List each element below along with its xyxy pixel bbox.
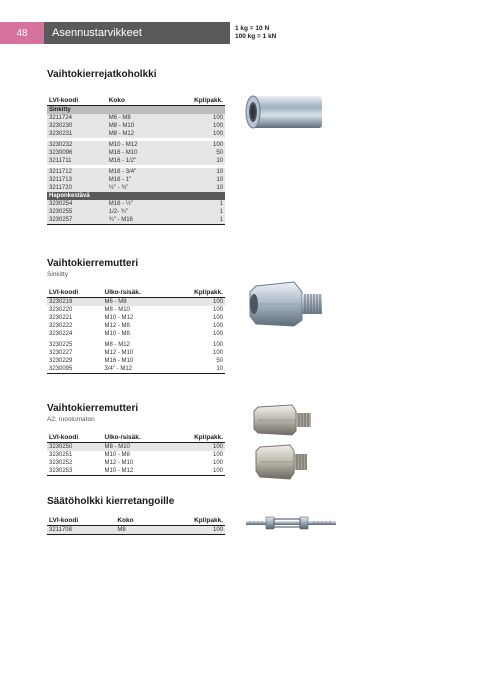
table-row	[47, 459, 225, 467]
col-header-qty: Kpl/pakk.	[157, 515, 225, 526]
table-header-row	[47, 432, 225, 443]
cell-code: 3211713	[47, 176, 107, 184]
cell-size: M8 - M12	[107, 130, 166, 138]
group-label: Haponkestävä	[47, 192, 225, 200]
cell-code: 3211711	[47, 157, 107, 165]
cell-size: M8 - M12	[104, 342, 130, 348]
cell-qty: 10	[166, 184, 225, 192]
cell-code: 3230254	[47, 200, 107, 208]
table-row	[47, 330, 225, 338]
col-header-qty: Kpl/pakk.	[170, 287, 225, 298]
col-header-qty: Kpl/pakk.	[170, 432, 225, 443]
cell-size: M10 - M12	[103, 467, 170, 476]
table-row	[47, 365, 225, 374]
cell-code: 3230251	[49, 452, 73, 458]
cell-size: M10 - M12	[104, 315, 134, 321]
cell-size: M16 - M10	[104, 358, 134, 364]
turnbuckle-image	[244, 512, 338, 534]
cell-qty: 100	[212, 342, 223, 348]
cell-qty: 100	[170, 298, 225, 307]
table-row	[47, 157, 225, 165]
cell-qty: 100	[166, 122, 225, 130]
section-adapter-nut-stainless	[47, 403, 225, 476]
cell-code: 3211712	[47, 168, 107, 176]
cell-size: M12 - M8	[104, 323, 130, 329]
table-row	[47, 306, 225, 314]
col-header-size: Koko	[107, 95, 166, 106]
product-table	[47, 432, 225, 476]
cell-qty: 1	[166, 216, 225, 225]
cell-qty: 100	[212, 452, 223, 458]
cell-code: 3230095	[47, 365, 103, 374]
cell-code: 3230220	[49, 307, 73, 313]
col-header-code: LVI-koodi	[47, 287, 103, 298]
table-row	[47, 184, 225, 192]
cell-code: 3230219	[47, 298, 103, 307]
group-label: Sinkitty	[47, 106, 225, 115]
cell-qty: 100	[212, 323, 223, 329]
table-row	[47, 200, 225, 208]
page-number: 48	[0, 22, 44, 44]
cell-code: 3230230	[47, 122, 107, 130]
unit-note-line1: 1 kg = 10 N	[235, 25, 270, 32]
cell-size: M6 - M8	[107, 114, 166, 122]
cell-code: 3230229	[49, 358, 73, 364]
table-row	[47, 176, 225, 184]
cell-code: 3230232	[47, 141, 107, 149]
table-header-row	[47, 95, 225, 106]
table-row	[47, 122, 225, 130]
cell-code: 3211708	[47, 526, 115, 535]
cell-size: M12 - M10	[104, 460, 134, 466]
col-header-size: Ulko-/sisäk.	[103, 287, 170, 298]
section-title: Vaihtokierremutteri	[47, 403, 139, 414]
cell-qty: 100	[166, 114, 225, 122]
col-header-code: LVI-koodi	[47, 515, 115, 526]
table-row	[47, 298, 225, 307]
cell-code: 3230253	[47, 467, 103, 476]
cell-code: 3211724	[47, 114, 107, 122]
col-header-qty: Kpl/pakk.	[166, 95, 225, 106]
table-row	[47, 322, 225, 330]
cell-size: M8 - M10	[104, 307, 130, 313]
cell-code: 3230227	[49, 350, 73, 356]
section-subtitle: A2, ruostumaton	[47, 416, 95, 423]
cell-code: 3230257	[47, 216, 107, 225]
col-header-size: Koko	[115, 515, 157, 526]
col-header-size: Ulko-/sisäk.	[103, 432, 170, 443]
cell-code: 3230224	[49, 331, 73, 337]
cell-code: 3230252	[49, 460, 73, 466]
table-row	[47, 216, 225, 225]
cell-code: 3230096	[47, 149, 107, 157]
product-table	[47, 95, 225, 225]
coupling-sleeve-image	[244, 92, 326, 132]
table-row	[47, 114, 225, 122]
cell-qty: 50	[166, 149, 225, 157]
cell-qty: 1	[166, 208, 225, 216]
cell-size: M8 - M10	[103, 443, 170, 452]
cell-size: ¾" - M16	[107, 216, 166, 225]
cell-qty: 50	[216, 358, 223, 364]
cell-code: 3230225	[49, 342, 73, 348]
table-row	[47, 141, 225, 149]
table-header-row	[47, 287, 225, 298]
section-coupling-sleeve	[47, 69, 225, 225]
hex-adapter-nut-image	[246, 276, 326, 332]
cell-qty: 100	[212, 350, 223, 356]
cell-size: M8 - M10	[107, 122, 166, 130]
table-row	[47, 451, 225, 459]
cell-code: 3230222	[49, 323, 73, 329]
cell-size: M8	[115, 526, 157, 535]
cell-size: M16 - ½"	[107, 200, 166, 208]
cell-qty: 1	[166, 200, 225, 208]
section-subtitle: Sinkitty	[47, 271, 68, 278]
group-row	[47, 192, 225, 200]
table-header-row	[47, 515, 225, 526]
table-row	[47, 341, 225, 349]
cell-qty: 100	[212, 331, 223, 337]
cell-size: M10 - M8	[104, 331, 130, 337]
section-adapter-nut-zinc	[47, 258, 225, 374]
cell-size: M16 - 1/2"	[107, 157, 166, 165]
cell-qty: 100	[170, 443, 225, 452]
stainless-adapter-nut-2-image	[254, 443, 310, 481]
cell-code: 3211720	[47, 184, 107, 192]
cell-size: 1/2- ¾"	[107, 208, 166, 216]
table-row	[47, 357, 225, 365]
table-row	[47, 349, 225, 357]
cell-qty: 10	[170, 365, 225, 374]
cell-qty: 100	[212, 460, 223, 466]
cell-qty: 10	[166, 168, 225, 176]
cell-qty: 100	[166, 130, 225, 138]
section-turnbuckle	[47, 496, 225, 535]
product-table	[47, 287, 225, 374]
cell-qty: 100	[212, 315, 223, 321]
cell-qty: 100	[157, 526, 225, 535]
stainless-adapter-nut-image	[252, 403, 314, 437]
cell-qty: 10	[166, 157, 225, 165]
group-row	[47, 106, 225, 115]
unit-note	[235, 25, 276, 41]
cell-qty: 100	[166, 141, 225, 149]
cell-size: M12 - M10	[104, 350, 134, 356]
cell-qty: 10	[166, 176, 225, 184]
table-row	[47, 208, 225, 216]
cell-size: ½" - ¾"	[107, 184, 166, 192]
cell-size: M10 - M8	[104, 452, 130, 458]
table-row	[47, 149, 225, 157]
section-title: Vaihtokierremutteri	[47, 258, 139, 269]
table-row	[47, 314, 225, 322]
cell-code: 3230250	[47, 443, 103, 452]
cell-qty: 100	[212, 307, 223, 313]
cell-size: M16 - 3/4"	[107, 168, 166, 176]
col-header-code: LVI-koodi	[47, 432, 103, 443]
cell-size: 3/4" - M12	[103, 365, 170, 374]
section-title: Säätöholkki kierretangoille	[47, 496, 175, 507]
cell-code: 3230255	[47, 208, 107, 216]
table-row	[47, 526, 225, 535]
cell-size: M16 - M10	[107, 149, 166, 157]
table-row	[47, 130, 225, 138]
table-row	[47, 168, 225, 176]
unit-note-line2: 100 kg = 1 kN	[235, 33, 277, 40]
cell-code: 3230221	[49, 315, 73, 321]
product-table	[47, 515, 225, 535]
table-row	[47, 443, 225, 452]
cell-qty: 100	[170, 467, 225, 476]
cell-code: 3230231	[47, 130, 107, 138]
cell-size: M10 - M12	[107, 141, 166, 149]
page-header	[0, 22, 230, 44]
table-row	[47, 467, 225, 476]
cell-size: M6 - M8	[103, 298, 170, 307]
header-title: Asennustarvikkeet	[44, 22, 230, 44]
cell-size: M16 - 1"	[107, 176, 166, 184]
col-header-code: LVI-koodi	[47, 95, 107, 106]
section-title: Vaihtokierrejatkoholkki	[47, 69, 157, 80]
